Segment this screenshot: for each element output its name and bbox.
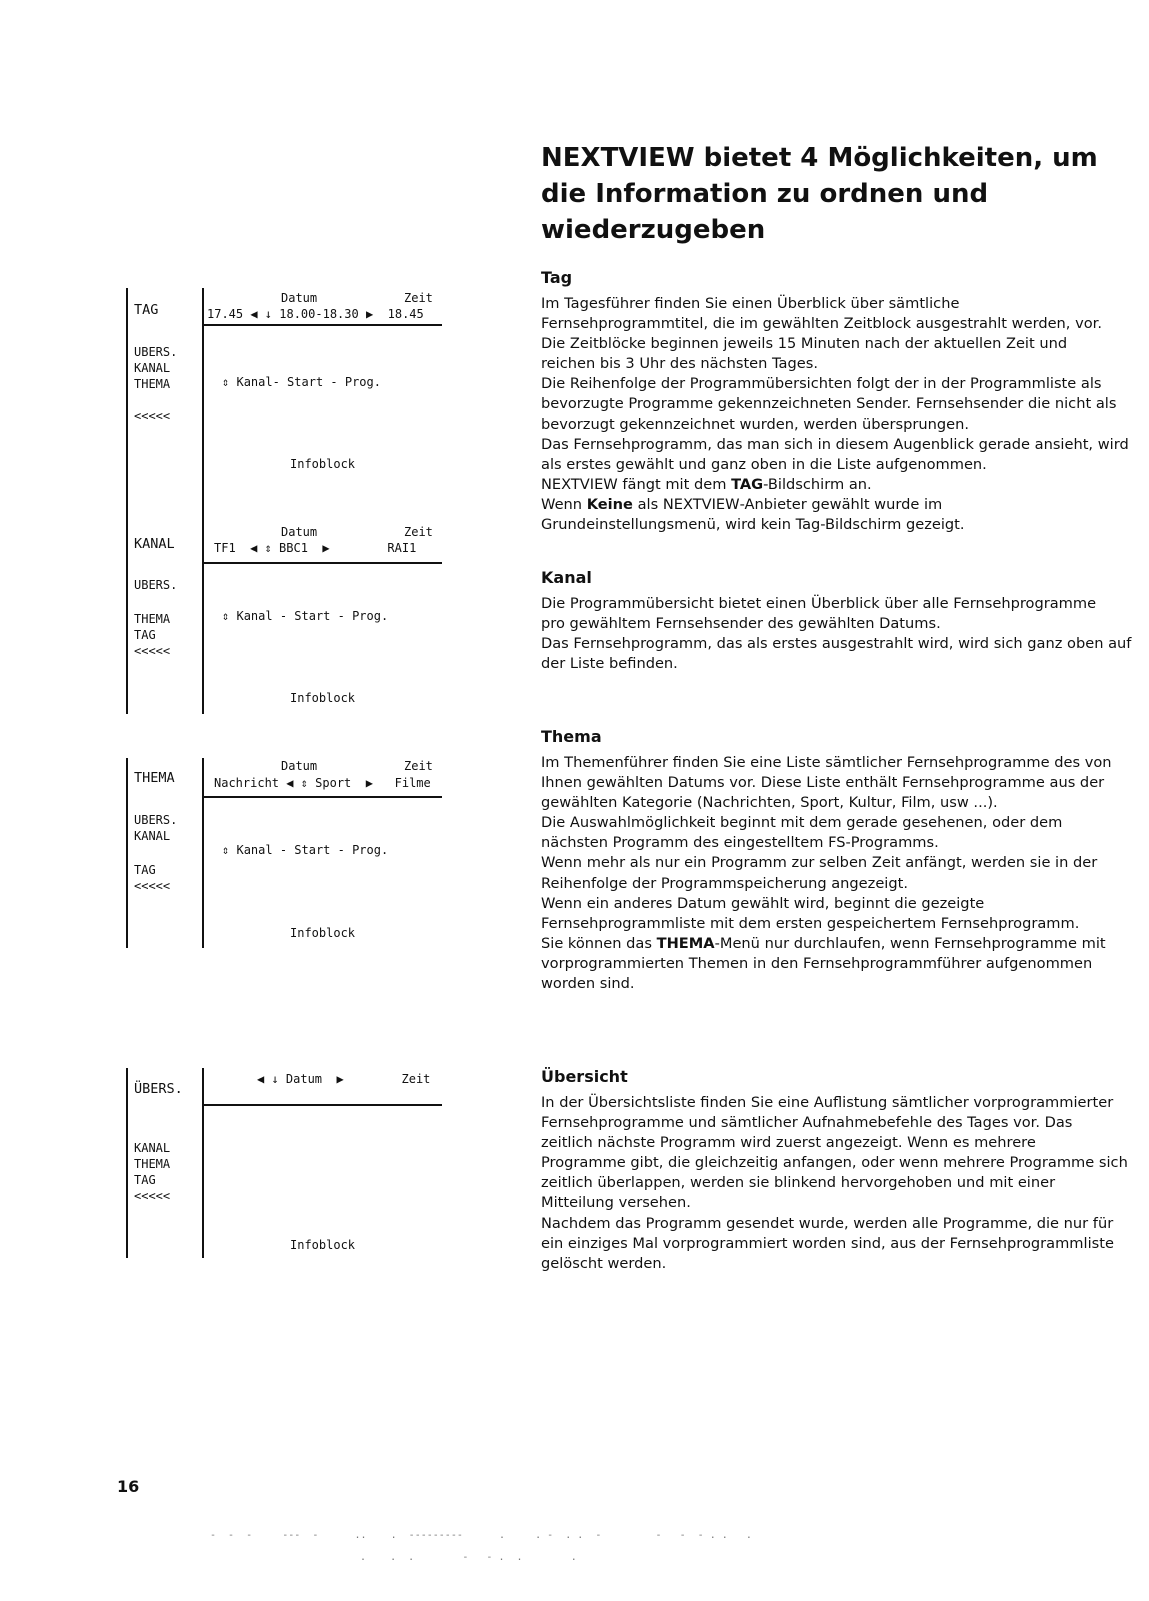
side-item: UBERS. [134,813,178,827]
side-item: TAG [134,1173,156,1187]
side-item: THEMA [134,377,171,391]
text-line: Wenn Keine als NEXTVIEW-Anbieter gewählt wurde im [541,495,943,513]
section-thema [541,727,1119,994]
nav-row: 17.45 ◀ ↓ 18.00-18.30 ▶ 18.45 [207,307,424,321]
text-line: vorprogrammierten Themen in den Fernsehprogrammführer aufgenommen [541,954,1093,972]
text-line: Fernsehprogrammtitel, die im gewählten Zeitblock ausgestrahlt werden, vor. [541,315,1102,333]
side-bar [126,524,128,714]
area-bar [202,758,204,948]
key-tag: TAG [731,475,764,493]
nav-row: TF1 ◀ ⇕ BBC1 ▶ RAI1 [214,541,417,555]
infoblock: Infoblock [290,691,356,705]
text-line: Mitteilung versehen. [541,1194,691,1212]
section-kanal [541,568,1132,674]
section-heading: Kanal [541,568,592,587]
text-line: pro gewähltem Fernsehsender des gewählten Datums. [541,615,941,633]
divider [204,324,442,326]
text-line: In der Übersichtsliste finden Sie eine Auflistung sämtlicher vorprogrammierter [541,1094,1114,1111]
text-line: Wenn ein anderes Datum gewählt wird, beginnt die gezeigte [541,894,985,912]
text-line: Ihnen gewählten Datums vor. Diese Liste enthält Fernsehprogramme aus der [541,774,1105,792]
text-line: NEXTVIEW fängt mit dem TAG-Bildschirm an. [541,475,872,493]
screen-uebers [126,1068,456,1258]
side-item: <<<<< [134,409,171,423]
header-datum: Datum [281,291,318,305]
header-zeit: Zeit [404,291,433,305]
infoblock: Infoblock [290,926,356,940]
updown-icon: ⇕ [222,843,230,857]
text-line: Im Themenführer finden Sie eine Liste sämtlicher Fernsehprogramme des von [541,754,1112,771]
text-line: bevorzugte Programme gekennzeichneten Sender. Fernsehsender die nicht als [541,395,1117,413]
updown-icon: ⇕ [222,609,230,623]
side-item: <<<<< [134,879,171,893]
side-item: THEMA [134,1157,171,1171]
side-title: KANAL [134,536,175,552]
text-line: nächsten Programm des eingestelltem FS-Programms. [541,834,939,852]
text-line: Nachdem das Programm gesendet wurde, werden alle Programme, die nur für [541,1214,1114,1232]
text-line: Die Auswahlmöglichkeit beginnt mit dem gerade gesehenen, oder dem [541,814,1063,832]
text-line: als erstes gewählt und ganz oben in die Liste aufgenommen. [541,455,987,473]
text-line: Grundeinstellungsmenü, wird kein Tag-Bildschirm gezeigt. [541,516,965,534]
side-bar [126,758,128,948]
side-item: KANAL [134,829,171,843]
text-line: zeitlich nächste Programm wird zuerst angezeigt. Wenn es mehrere [541,1134,1036,1152]
scan-noise: . . . - - . . . [360,1552,577,1563]
header-datum: Datum [281,759,318,773]
side-item: <<<<< [134,644,171,658]
title-line-1: NEXTVIEW bietet 4 Möglichkeiten, um [541,143,1098,173]
title-line-2: die Information zu ordnen und [541,179,989,209]
area-bar [202,1068,204,1258]
text-line: gewählten Kategorie (Nachrichten, Sport, Kultur, Film, usw ...). [541,794,998,812]
side-item: THEMA [134,612,171,626]
text-line: bevorzugt gekennzeichnet wurden, werden übersprungen. [541,415,970,433]
text-line: Die Reihenfolge der Programmübersichten folgt der in der Programmliste als [541,375,1102,393]
text-line: Wenn mehr als nur ein Programm zur selben Zeit anfängt, werden sie in der [541,854,1098,872]
brand-nextview: NEXTVIEW [662,495,740,513]
text-line: Das Fernsehprogramm, das man sich in diesem Augenblick gerade ansieht, wird [541,435,1129,453]
header-datum: Datum [281,525,318,539]
text-line: der Liste befinden. [541,655,678,673]
side-item: UBERS. [134,345,178,359]
divider [204,1104,442,1106]
text-line: Das Fernsehprogramm, das als erstes ausgestrahlt wird, wird sich ganz oben auf [541,635,1132,653]
list-header: ⇕ Kanal - Start - Prog. [222,609,389,623]
text-line: Im Tagesführer finden Sie einen Überblick über sämtliche [541,295,960,312]
list-header: ⇕ Kanal- Start - Prog. [222,375,381,389]
brand-nextview: NEXTVIEW [541,143,695,173]
screen-kanal [126,524,456,714]
side-title: THEMA [134,770,175,786]
side-item: TAG [134,863,156,877]
brand-nextview: NEXTVIEW [541,475,618,493]
side-item: KANAL [134,1141,171,1155]
infoblock: Infoblock [290,1238,356,1252]
section-heading: Übersicht [541,1067,628,1086]
section-tag [541,268,1129,535]
area-bar [202,524,204,714]
section-heading: Thema [541,727,602,746]
text-line: Programme gibt, die gleichzeitig anfangen, oder wenn mehrere Programme sich [541,1154,1128,1172]
page-title [541,140,1121,248]
text-line: Die Zeitblöcke beginnen jeweils 15 Minuten nach der aktuellen Zeit und [541,335,1068,353]
text-line: Fernsehprogrammliste mit dem ersten gespeichertem Fernsehprogramm. [541,914,1080,932]
side-item: <<<<< [134,1189,171,1203]
nav-row: Nachricht ◀ ⇕ Sport ▶ Filme [214,776,431,790]
section-heading: Tag [541,268,573,287]
page-number: 16 [117,1477,140,1496]
screen-thema [126,758,456,948]
side-item: TAG [134,628,156,642]
section-uebersicht [541,1067,1128,1274]
text-line: Die Programmübersicht bietet einen Überblick über alle Fernsehprogramme [541,595,1097,612]
header-zeit: Zeit [404,525,433,539]
side-item: UBERS. [134,578,178,592]
text-line: Fernsehprogramme und sämtlicher Aufnahmebefehle des Tages vor. Das [541,1114,1073,1132]
list-header: ⇕ Kanal - Start - Prog. [222,843,389,857]
text-line: reichen bis 3 Uhr des nächsten Tages. [541,355,818,373]
divider [204,562,442,564]
side-item: KANAL [134,361,171,375]
divider [204,796,442,798]
side-bar [126,1068,128,1258]
text-line: ein einziges Mal vorprogrammiert worden sind, aus der Fernsehprogrammliste [541,1234,1114,1252]
text-line: gelöscht werden. [541,1254,667,1272]
infoblock: Infoblock [290,457,356,471]
text-line: Reihenfolge der Programmspeicherung angezeigt. [541,874,908,892]
side-title: TAG [134,302,159,318]
side-title: ÜBERS. [134,1081,183,1097]
key-thema: THEMA [656,934,715,952]
keyword-keine: Keine [586,495,633,513]
text-line: Sie können das THEMA-Menü nur durchlaufen, wenn Fernsehprogramme mit [541,934,1106,952]
scan-noise: - - - --- - .. . --------- . . - . . - - - - . . . [210,1530,752,1541]
title-line-3: wiederzugeben [541,215,766,245]
text-line: worden sind. [541,975,635,993]
screen-tag [126,288,456,528]
text-line: zeitlich überlappen, werden sie blinkend hervorgehoben und mit einer [541,1174,1056,1192]
updown-icon: ⇕ [222,375,230,389]
side-bar [126,288,128,528]
header-row: ◀ ↓ Datum ▶ Zeit [257,1072,431,1086]
header-zeit: Zeit [404,759,433,773]
